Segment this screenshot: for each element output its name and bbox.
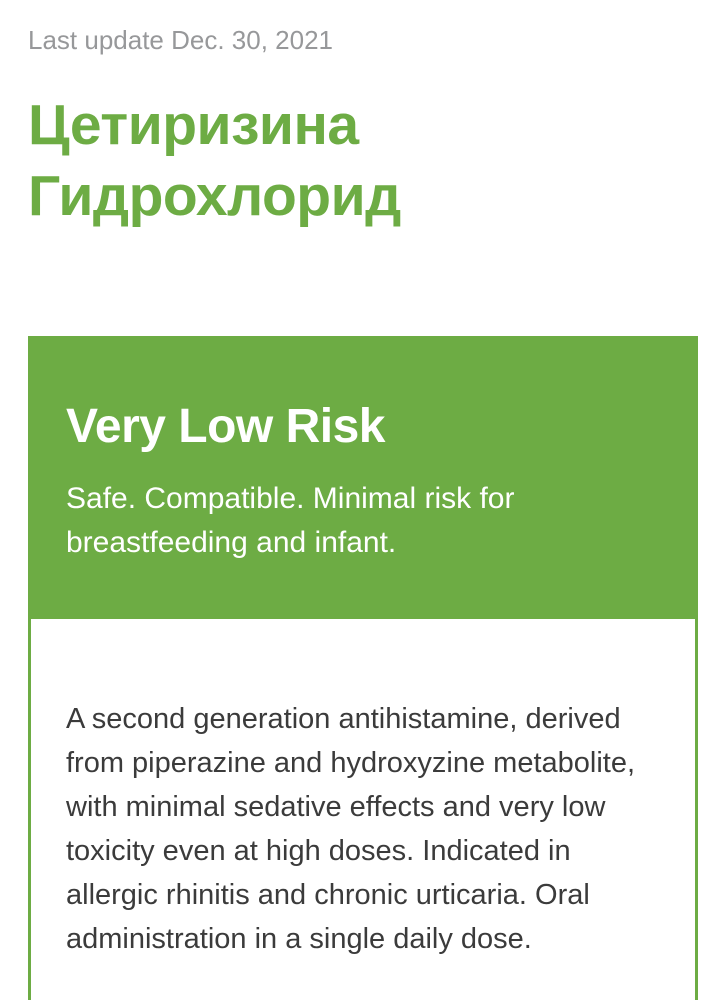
drug-title: Цетиризина Гидрохлорид	[28, 93, 401, 228]
drug-info-page	[0, 24, 726, 1000]
risk-level-heading: Very Low Risk	[66, 400, 385, 453]
last-update-text: Last update Dec. 30, 2021	[28, 25, 334, 55]
drug-description-text: A second generation antihistamine, derived from piperazine and hydroxyzine metabolite, with minimal sedative effects and very low toxicity even at high doses. Indicated in allergic rhinitis and chronic urticaria. Oral administration in a single daily dose.	[66, 703, 636, 955]
risk-banner	[28, 336, 698, 619]
risk-card	[28, 336, 698, 1000]
description-section	[31, 619, 695, 1000]
risk-summary-text: Safe. Compatible. Minimal risk for breastfeeding and infant.	[66, 482, 515, 559]
